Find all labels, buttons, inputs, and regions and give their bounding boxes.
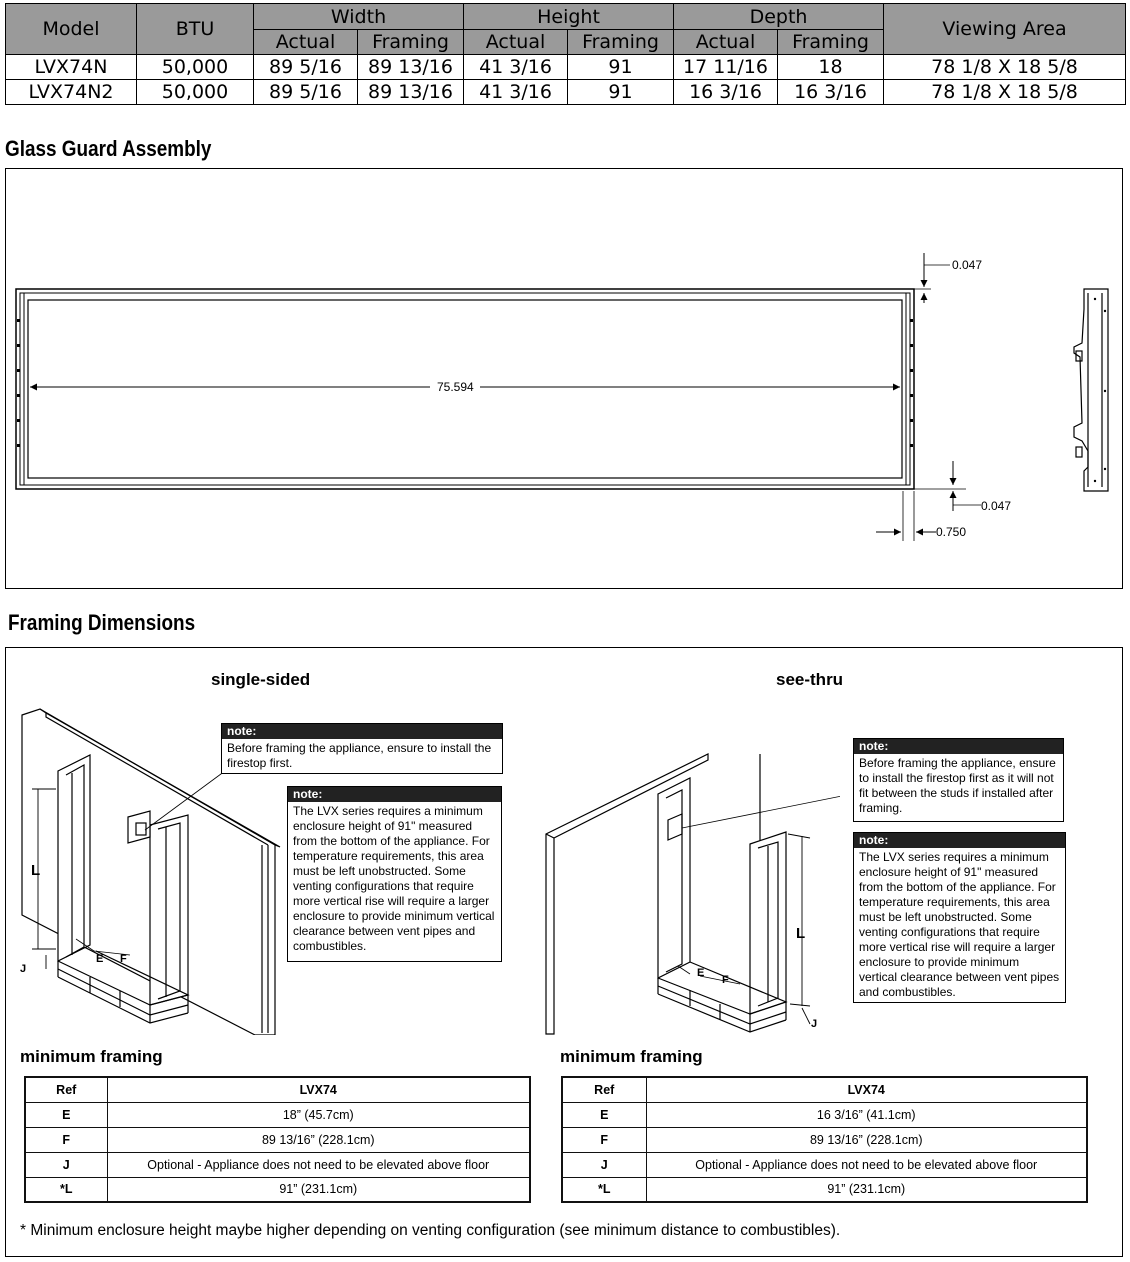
seethru-label-f: F	[722, 974, 729, 986]
ref-cell: F	[25, 1127, 107, 1152]
cell-width-actual: 89 5/16	[254, 55, 358, 80]
seethru-label-j: J	[811, 1018, 818, 1030]
header-depth-framing: Framing	[778, 30, 884, 55]
value-cell: 91” (231.1cm)	[646, 1177, 1087, 1202]
value-cell: 91” (231.1cm)	[107, 1177, 530, 1202]
cell-width-framing: 89 13/16	[358, 80, 464, 105]
header-width-actual: Actual	[254, 30, 358, 55]
note-text: Before framing the appliance, ensure to install the firestop first.	[227, 741, 492, 770]
col-ref: Ref	[25, 1077, 107, 1102]
ref-cell: E	[25, 1102, 107, 1127]
col-ref: Ref	[562, 1077, 646, 1102]
single-note-enclosure	[287, 786, 502, 962]
cell-depth-framing: 16 3/16	[778, 80, 884, 105]
note-title: note:	[222, 724, 502, 739]
cell-model: LVX74N	[6, 55, 137, 80]
min-framing-right-title: minimum framing	[560, 1047, 703, 1066]
cell-viewing-area: 78 1/8 X 18 5/8	[884, 80, 1126, 105]
ref-cell: J	[562, 1152, 646, 1177]
note-text: The LVX series requires a minimum enclosure height of 91" measured from the bottom of the appliance. For temperature requirements, this area must be left unobstructed. Some venting configurations that require more vertical rise will require a larger enclosure to provide minimum vertical clearance between vent pipes and combustibles.	[859, 850, 1060, 999]
header-height-actual: Actual	[464, 30, 568, 55]
table-row	[562, 1127, 1087, 1152]
cell-depth-framing: 18	[778, 55, 884, 80]
seethru-note-firestop	[853, 738, 1064, 822]
see-thru-title: see-thru	[776, 670, 844, 689]
table-row	[562, 1152, 1087, 1177]
value-cell: 18” (45.7cm)	[107, 1102, 530, 1127]
cell-btu: 50,000	[137, 55, 254, 80]
dim-top-gap: 0.047	[952, 258, 983, 272]
framing-title: Framing Dimensions	[8, 610, 196, 635]
single-label-e: E	[96, 953, 104, 965]
table-row	[25, 1127, 530, 1152]
min-framing-left-table	[24, 1076, 531, 1203]
see-thru-framing-drawing	[540, 752, 840, 1042]
cell-btu: 50,000	[137, 80, 254, 105]
note-title: note:	[854, 833, 1065, 848]
dim-width: 75.594	[437, 380, 474, 394]
note-title: note:	[854, 739, 1063, 754]
seethru-label-l: L	[796, 925, 806, 942]
glass-guard-panel	[5, 168, 1123, 589]
single-sided-title: single-sided	[211, 670, 311, 689]
table-row	[6, 55, 1126, 80]
cell-width-framing: 89 13/16	[358, 55, 464, 80]
cell-height-framing: 91	[568, 80, 674, 105]
table-row	[6, 80, 1126, 105]
cell-depth-actual: 16 3/16	[674, 80, 778, 105]
ref-cell: *L	[25, 1177, 107, 1202]
seethru-label-e: E	[697, 967, 705, 979]
glass-guard-title: Glass Guard Assembly	[5, 136, 212, 161]
seethru-note-enclosure	[853, 832, 1066, 1003]
header-depth-actual: Actual	[674, 30, 778, 55]
note-text: Before framing the appliance, ensure to install the firestop first as it will not fit between the studs if installed after framing.	[859, 756, 1056, 815]
single-label-l: L	[31, 862, 41, 879]
ref-cell: *L	[562, 1177, 646, 1202]
header-depth: Depth	[674, 4, 884, 30]
value-cell: Optional - Appliance does not need to be elevated above floor	[646, 1152, 1087, 1177]
note-text: The LVX series requires a minimum enclosure height of 91" measured from the bottom of the appliance. For temperature requirements, this area must be left unobstructed. Some venting configurations that require more vertical rise will require a larger enclosure to provide minimum vertical clearance between vent pipes and combustibles.	[293, 804, 495, 953]
col-model: LVX74	[646, 1077, 1087, 1102]
table-row	[25, 1102, 530, 1127]
col-model: LVX74	[107, 1077, 530, 1102]
value-cell: Optional - Appliance does not need to be elevated above floor	[107, 1152, 530, 1177]
cell-height-actual: 41 3/16	[464, 80, 568, 105]
dim-bottom-gap: 0.047	[981, 499, 1012, 513]
header-height-framing: Framing	[568, 30, 674, 55]
footnote: * Minimum enclosure height maybe higher depending on venting configuration (see minimum distance to combustibles).	[20, 1222, 841, 1239]
dim-side-depth: 0.750	[936, 525, 967, 539]
ref-cell: J	[25, 1152, 107, 1177]
cell-depth-actual: 17 11/16	[674, 55, 778, 80]
header-width: Width	[254, 4, 464, 30]
ref-cell: E	[562, 1102, 646, 1127]
single-note-firestop	[221, 723, 503, 774]
cell-model: LVX74N2	[6, 80, 137, 105]
header-btu: BTU	[137, 4, 254, 55]
header-height: Height	[464, 4, 674, 30]
table-row	[25, 1177, 530, 1202]
value-cell: 89 13/16” (228.1cm)	[646, 1127, 1087, 1152]
table-row	[562, 1102, 1087, 1127]
guard-side-profile	[1074, 289, 1108, 491]
spec-table	[5, 3, 1126, 105]
cell-width-actual: 89 5/16	[254, 80, 358, 105]
header-model: Model	[6, 4, 137, 55]
table-row	[562, 1177, 1087, 1202]
note-title: note:	[288, 787, 501, 802]
min-framing-left-title: minimum framing	[20, 1047, 163, 1066]
header-viewing-area: Viewing Area	[884, 4, 1126, 55]
cell-height-actual: 41 3/16	[464, 55, 568, 80]
table-row	[25, 1152, 530, 1177]
single-label-f: F	[120, 953, 127, 965]
min-framing-right-table	[561, 1076, 1088, 1203]
single-label-j: J	[20, 963, 27, 975]
ref-cell: F	[562, 1127, 646, 1152]
cell-height-framing: 91	[568, 55, 674, 80]
value-cell: 16 3/16” (41.1cm)	[646, 1102, 1087, 1127]
value-cell: 89 13/16” (228.1cm)	[107, 1127, 530, 1152]
cell-viewing-area: 78 1/8 X 18 5/8	[884, 55, 1126, 80]
header-width-framing: Framing	[358, 30, 464, 55]
